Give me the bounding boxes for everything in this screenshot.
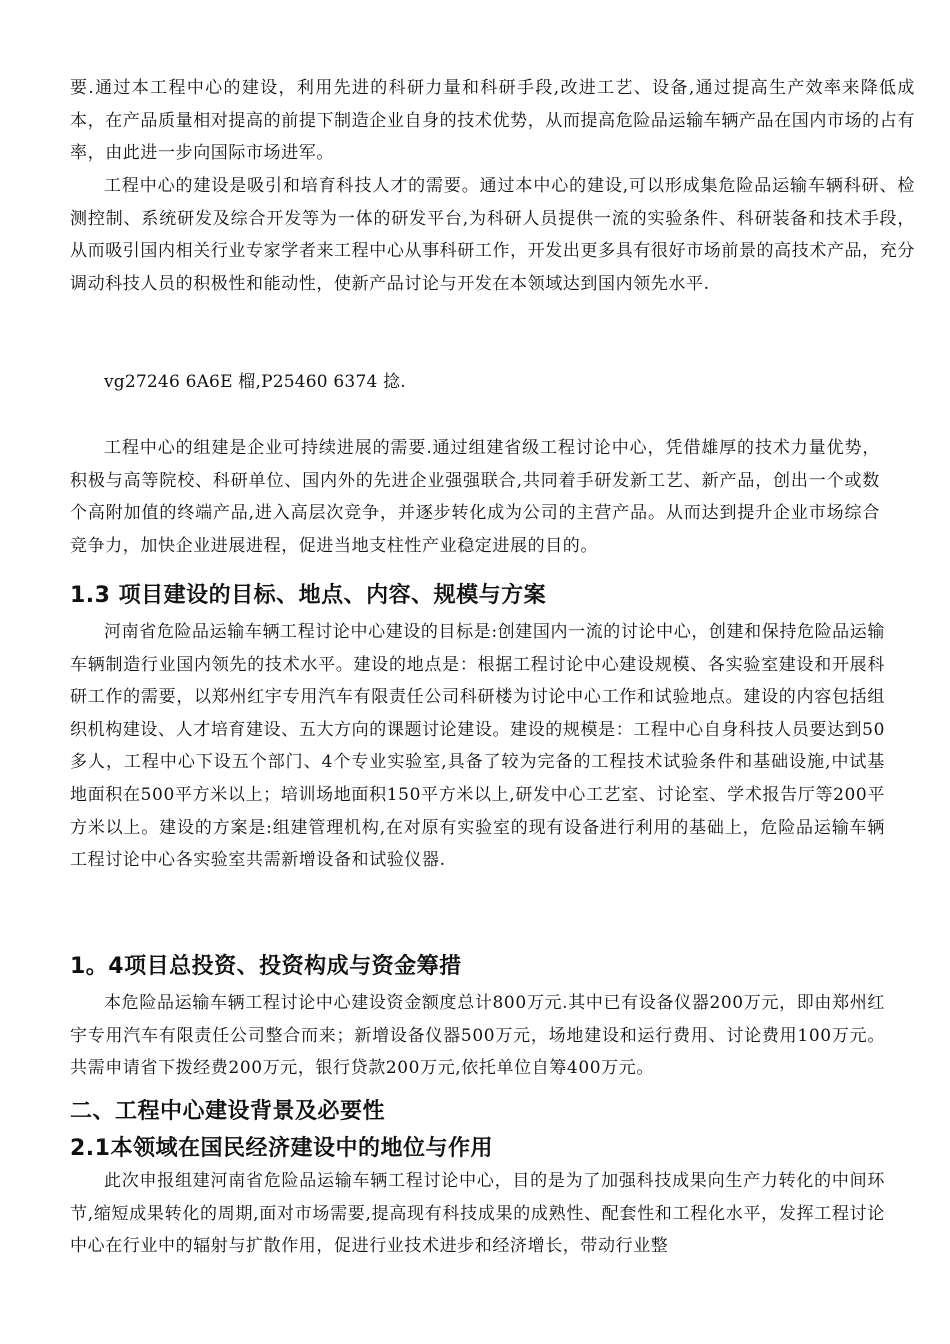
paragraph-sustainable-development: 工程中心的组建是企业可持续进展的需要.通过组建省级工程讨论中心，凭借雄厚的技术力量优势，积极与高等院校、科研单位、国内外的先进企业强强联合,共同着手研发新工艺、新产品，创出一个或数个高附加值的终端产品,进入高层次竞争，并逐步转化成为公司的主营产品。从而达到提升企业市场综合竞争力，加快企业进展进程，促进当地支柱性产业稳定进展的目的。 bbox=[70, 438, 880, 556]
heading-2-1-status-role: 2.1本领域在国民经济建设中的地位与作用 bbox=[70, 1136, 493, 1161]
paragraph-project-goals: 河南省危险品运输车辆工程讨论中心建设的目标是:创建国内一流的讨论中心，创建和保持危险品运输车辆制造行业国内领先的技术水平。建设的地点是：根据工程讨论中心建设规模、各实验室建设和开展科研工作的需要，以郑州红宇专用汽车有限责任公司科研楼为讨论中心工作和试验地点。建设的内容包括组织机构建设、人才培育建设、五大方向的课题讨论建设。建设的规模是：工程中心自身科技人员要达到50多人，工程中心下设五个部门、4个专业实验室,具备了较为完备的工程技术试验条件和基础设施,中试基地面积在500平方米以上；培训场地面积150平方米以上,研发中心工艺室、讨论室、学术报告厅等200平方米以上。建设的方案是:组建管理机构,在对原有实验室的现有设备进行利用的基础上，危险品运输车辆工程讨论中心各实验室共需新增设备和试验仪器. bbox=[70, 622, 885, 871]
heading-1-4-investment: 1。4项目总投资、投资构成与资金筹措 bbox=[70, 954, 462, 979]
paragraph-cost-reduction: 要.通过本工程中心的建设，利用先进的科研力量和科研手段,改进工艺、设备,通过提高生产效率来降低成本，在产品质量相对提高的前提下制造企业自身的技术优势，从而提高危险品运输车辆产品在国内市场的占有率，由此进一步向国际市场进军。 bbox=[70, 78, 915, 164]
paragraph-garbled-code: vg27246 6A6E 榴,P25460 6374 捻. bbox=[104, 372, 406, 392]
paragraph-investment: 本危险品运输车辆工程讨论中心建设资金额度总计800万元.其中已有设备仪器200万元，即由郑州红宇专用汽车有限责任公司整合而来；新增设备仪器500万元，场地建设和运行费用、讨论费用100万元。共需申请省下拨经费200万元，银行贷款200万元,依托单位自筹400万元。 bbox=[70, 993, 885, 1079]
heading-1-3-project-goals: 1.3 项目建设的目标、地点、内容、规模与方案 bbox=[70, 583, 547, 608]
heading-2-background: 二、工程中心建设背景及必要性 bbox=[70, 1099, 386, 1124]
paragraph-talent-cultivation: 工程中心的建设是吸引和培育科技人才的需要。通过本中心的建设,可以形成集危险品运输车辆科研、检测控制、系统研发及综合开发等为一体的研发平台,为科研人员提供一流的实验条件、科研装备和技术手段，从而吸引国内相关行业专家学者来工程中心从事科研工作，开发出更多具有很好市场前景的高技术产品，充分调动科技人员的积极性和能动性，使新产品讨论与开发在本领域达到国内领先水平. bbox=[70, 176, 915, 294]
paragraph-application-purpose: 此次申报组建河南省危险品运输车辆工程讨论中心，目的是为了加强科技成果向生产力转化的中间环节,缩短成果转化的周期,面对市场需要,提高现有科技成果的成熟性、配套性和工程化水平，发挥工程讨论中心在行业中的辐射与扩散作用，促进行业技术进步和经济增长，带动行业整 bbox=[70, 1171, 885, 1257]
